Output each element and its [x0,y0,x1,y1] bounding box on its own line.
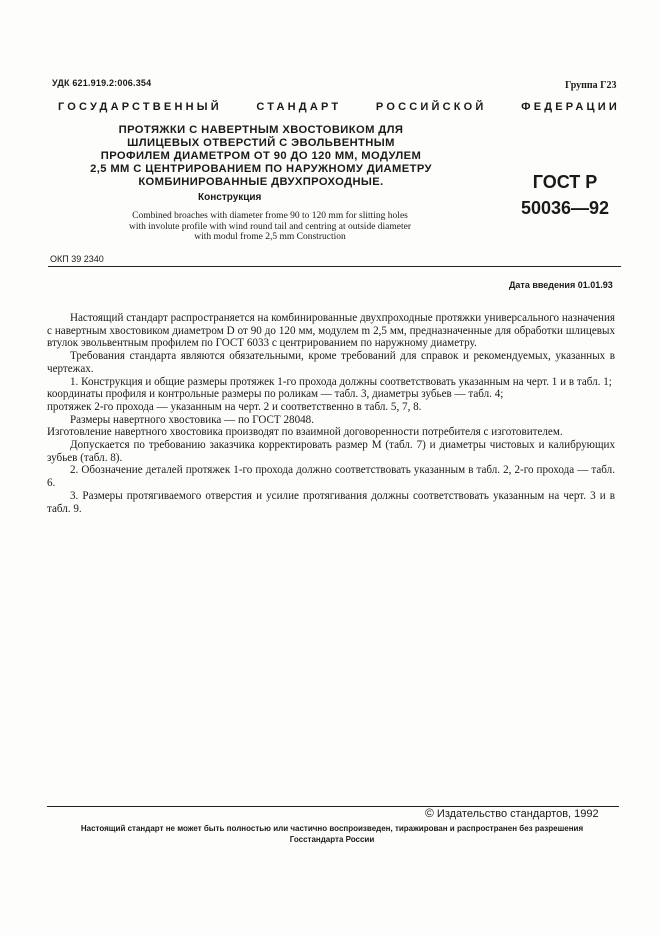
state-word-3: РОССИЙСКОЙ [375,101,487,113]
state-word-4: ФЕДЕРАЦИИ [521,101,620,113]
title-line: ШЛИЦЕВЫХ ОТВЕРСТИЙ С ЭВОЛЬВЕНТНЫМ [127,137,395,149]
udk-code: УДК 621.919.2:006.354 [52,78,152,88]
reproduction-notice [46,823,618,845]
english-line: with involute profile with wind round tail and centring at outside diameter [128,221,412,232]
gost-code: 50036—92 [520,198,610,218]
gost-number [509,169,621,221]
gost-label: ГОСТ Р [532,172,598,192]
state-standard-heading [58,101,620,113]
body-paragraph: Настоящий стандарт распространяется на комбинированные двухпроходные протяжки универсального назначения с навертным хвостовиком диаметром D от 90 до 120 мм, модулем m 2,5 мм, предназначенные для обработки шлицевых втулок эвольвентным профилем по ГОСТ 6033 с центрированием по наружному диаметру. [47,312,615,350]
state-word-2: СТАНДАРТ [256,101,342,113]
english-line: with modul frome 2,5 mm Construction [194,232,346,242]
group-code: Группа Г23 [565,80,617,91]
title-line: КОМБИНИРОВАННЫЕ ДВУХПРОХОДНЫЕ. [138,176,384,188]
body-paragraph: координаты профиля и контрольные размеры по роликам — табл. 3, диаметры зубьев — табл. 4; [47,388,504,401]
title-line: ПРОФИЛЕМ ДИАМЕТРОМ ОТ 90 ДО 120 ММ, МОДУЛЕМ [100,150,422,162]
english-line: Combined broaches with diameter frome 90 to 120 mm for slitting holes [132,211,408,221]
body-paragraph: 3. Размеры протягиваемого отверстия и усилие протягивания должны соответствовать указанным на черт. 3 и в табл. 9. [47,489,615,515]
body-paragraph: Изготовление навертного хвостовика производят по взаимной договоренности потребителя с изготовителем. [47,426,563,439]
copyright-text: Издательство стандартов, 1992 [436,808,599,820]
effective-date: Дата введения 01.01.93 [509,280,613,290]
document-subtitle: Конструкция [198,192,262,203]
header-divider [48,266,621,267]
okp-code: ОКП 39 2340 [50,254,104,264]
body-paragraph: 1. Конструкция и общие размеры протяжек 1-го прохода должны соответствовать указанным на черт. 1 и в табл. 1; [70,375,612,388]
state-word-1: ГОСУДАРСТВЕННЫЙ [58,101,222,113]
copyright-symbol: © [425,806,434,820]
notice-line: Госстандарта России [289,835,375,844]
copyright [425,806,599,820]
document-title [66,124,456,189]
title-line: 2,5 ММ С ЦЕНТРИРОВАНИЕМ ПО НАРУЖНОМУ ДИАМЕТРУ [90,163,432,175]
body-paragraph: Допускается по требованию заказчика корректировать размер M (табл. 7) и диаметры чистовых и калибрующих зубьев (табл. 8). [47,439,615,464]
body-paragraph: Размеры навертного хвостовика — по ГОСТ 28048. [70,413,314,426]
document-body [47,312,615,515]
notice-line: Настоящий стандарт не может быть полностью или частично воспроизведен, тиражирован и распространен без разрешения [80,824,584,833]
english-title [80,211,460,243]
body-paragraph: протяжек 2-го прохода — указанным на черт. 2 и соответственно в табл. 5, 7, 8. [47,400,422,413]
body-paragraph: Требования стандарта являются обязательными, кроме требований для справок и рекомендуемых, указанных в чертежах. [47,350,615,375]
title-line: ПРОТЯЖКИ С НАВЕРТНЫМ ХВОСТОВИКОМ ДЛЯ [118,124,404,136]
body-paragraph: 2. Обозначение деталей протяжек 1-го прохода должно соответствовать указанным в табл. 2, 2-го прохода — табл. 6. [47,464,615,490]
